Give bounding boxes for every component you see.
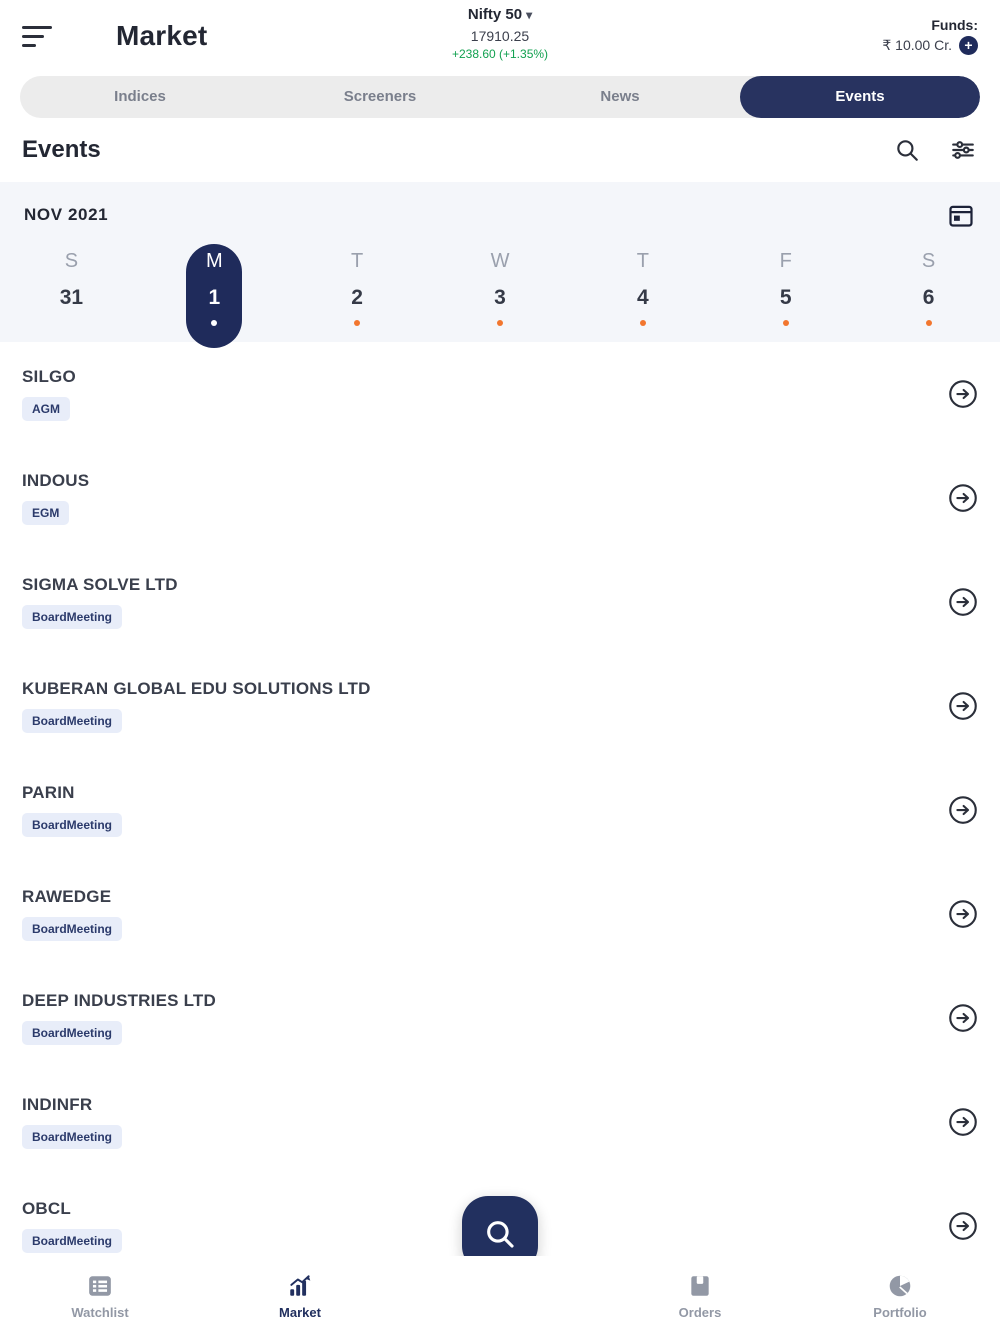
event-dot bbox=[783, 320, 789, 326]
calendar-date: 4 bbox=[637, 286, 649, 309]
nav-label-portfolio: Portfolio bbox=[873, 1304, 927, 1320]
search-icon[interactable] bbox=[892, 135, 922, 165]
event-name: INDOUS bbox=[22, 471, 90, 490]
list-item[interactable] bbox=[0, 758, 1000, 862]
nav-label-market: Market bbox=[279, 1304, 321, 1320]
calendar-dow: M bbox=[205, 250, 223, 272]
list-item[interactable] bbox=[0, 1070, 1000, 1174]
nav-item-market[interactable] bbox=[200, 1271, 400, 1320]
arrow-right-icon[interactable] bbox=[948, 691, 978, 721]
calendar-date: 31 bbox=[59, 286, 84, 309]
calendar-dow: T bbox=[636, 250, 649, 272]
events-list bbox=[0, 342, 1000, 1278]
event-name: PARIN bbox=[22, 783, 75, 802]
tab-news[interactable]: News bbox=[600, 88, 640, 105]
page-title: Market bbox=[116, 20, 208, 51]
arrow-right-icon[interactable] bbox=[948, 587, 978, 617]
arrow-right-icon[interactable] bbox=[948, 379, 978, 409]
filter-icon[interactable] bbox=[948, 135, 978, 165]
index-name[interactable] bbox=[452, 6, 548, 25]
chevron-down-icon: ▾ bbox=[526, 8, 533, 22]
events-section-header bbox=[0, 118, 1000, 182]
nav-label-orders: Orders bbox=[678, 1304, 722, 1320]
index-change: +238.60 (+1.35%) bbox=[451, 47, 549, 62]
calendar-month-label: NOV 2021 bbox=[24, 205, 109, 224]
event-badge: BoardMeeting bbox=[22, 1021, 122, 1045]
index-name-label: Nifty 50 bbox=[467, 6, 523, 23]
calendar-day-2[interactable] bbox=[286, 244, 429, 326]
calendar-day-31[interactable] bbox=[0, 244, 143, 326]
calendar-day-6[interactable] bbox=[857, 244, 1000, 326]
event-name: SIGMA SOLVE LTD bbox=[22, 575, 178, 594]
event-name: OBCL bbox=[22, 1199, 71, 1218]
funds-label: Funds: bbox=[931, 17, 978, 33]
event-name: KUBERAN GLOBAL EDU SOLUTIONS LTD bbox=[22, 679, 371, 698]
pie-chart-icon bbox=[800, 1271, 1000, 1301]
nav-item-watchlist[interactable] bbox=[0, 1271, 200, 1320]
event-name: DEEP INDUSTRIES LTD bbox=[22, 991, 216, 1010]
calendar-day-3[interactable] bbox=[429, 244, 572, 326]
calendar-dow: F bbox=[779, 250, 792, 272]
calendar-dow: S bbox=[64, 250, 79, 272]
nav-label-watchlist: Watchlist bbox=[71, 1304, 129, 1320]
list-item[interactable] bbox=[0, 654, 1000, 758]
list-item[interactable] bbox=[0, 966, 1000, 1070]
calendar-date: 3 bbox=[494, 286, 506, 309]
calendar-day-5[interactable] bbox=[714, 244, 857, 326]
tab-indices[interactable]: Indices bbox=[114, 88, 166, 105]
calendar-date: 2 bbox=[351, 286, 363, 309]
index-value: 17910.25 bbox=[470, 27, 530, 44]
arrow-right-icon[interactable] bbox=[948, 1211, 978, 1241]
list-item[interactable] bbox=[0, 446, 1000, 550]
chart-up-icon bbox=[200, 1271, 400, 1301]
calendar-dow: S bbox=[921, 250, 936, 272]
calendar-icon[interactable] bbox=[946, 200, 976, 230]
calendar-dow: T bbox=[351, 250, 364, 272]
top-bar bbox=[0, 0, 1000, 72]
orders-icon bbox=[600, 1271, 800, 1301]
event-badge: EGM bbox=[22, 501, 69, 525]
calendar-day-1[interactable] bbox=[143, 244, 286, 326]
event-name: RAWEDGE bbox=[22, 887, 112, 906]
add-funds-button[interactable]: + bbox=[959, 36, 978, 55]
event-dot bbox=[926, 320, 932, 326]
arrow-right-icon[interactable] bbox=[948, 1107, 978, 1137]
list-item[interactable] bbox=[0, 862, 1000, 966]
calendar-dow: W bbox=[490, 250, 510, 272]
calendar-days bbox=[0, 236, 1000, 326]
event-badge: BoardMeeting bbox=[22, 605, 122, 629]
calendar-date: 5 bbox=[779, 286, 792, 309]
event-badge: BoardMeeting bbox=[22, 813, 122, 837]
calendar-day-4[interactable] bbox=[571, 244, 714, 326]
list-icon bbox=[0, 1271, 200, 1301]
section-title: Events bbox=[22, 136, 101, 163]
event-dot bbox=[640, 320, 646, 326]
event-dot bbox=[497, 320, 503, 326]
arrow-right-icon[interactable] bbox=[948, 1003, 978, 1033]
index-selector[interactable] bbox=[452, 6, 548, 62]
event-badge: AGM bbox=[22, 397, 70, 421]
arrow-right-icon[interactable] bbox=[948, 899, 978, 929]
hamburger-icon[interactable] bbox=[22, 19, 56, 53]
market-tabs bbox=[20, 76, 980, 118]
funds-block bbox=[882, 16, 978, 55]
tab-events[interactable]: Events bbox=[740, 76, 980, 118]
search-icon bbox=[483, 1217, 517, 1251]
event-badge: BoardMeeting bbox=[22, 1125, 122, 1149]
arrow-right-icon[interactable] bbox=[948, 483, 978, 513]
list-item[interactable] bbox=[0, 550, 1000, 654]
arrow-right-icon[interactable] bbox=[948, 795, 978, 825]
calendar-date: 1 bbox=[208, 286, 221, 309]
event-badge: BoardMeeting bbox=[22, 917, 122, 941]
event-name: SILGO bbox=[22, 367, 76, 386]
calendar-strip bbox=[0, 182, 1000, 342]
event-dot bbox=[354, 320, 360, 326]
tab-screeners[interactable]: Screeners bbox=[343, 88, 417, 105]
event-badge: BoardMeeting bbox=[22, 709, 122, 733]
calendar-date: 6 bbox=[922, 286, 935, 309]
nav-item-orders[interactable] bbox=[600, 1271, 800, 1320]
bottom-navigation bbox=[0, 1256, 1000, 1334]
list-item[interactable] bbox=[0, 342, 1000, 446]
event-badge: BoardMeeting bbox=[22, 1229, 122, 1253]
nav-item-portfolio[interactable] bbox=[800, 1271, 1000, 1320]
event-name: INDINFR bbox=[22, 1095, 93, 1114]
funds-value: ₹ 10.00 Cr. bbox=[882, 36, 952, 53]
